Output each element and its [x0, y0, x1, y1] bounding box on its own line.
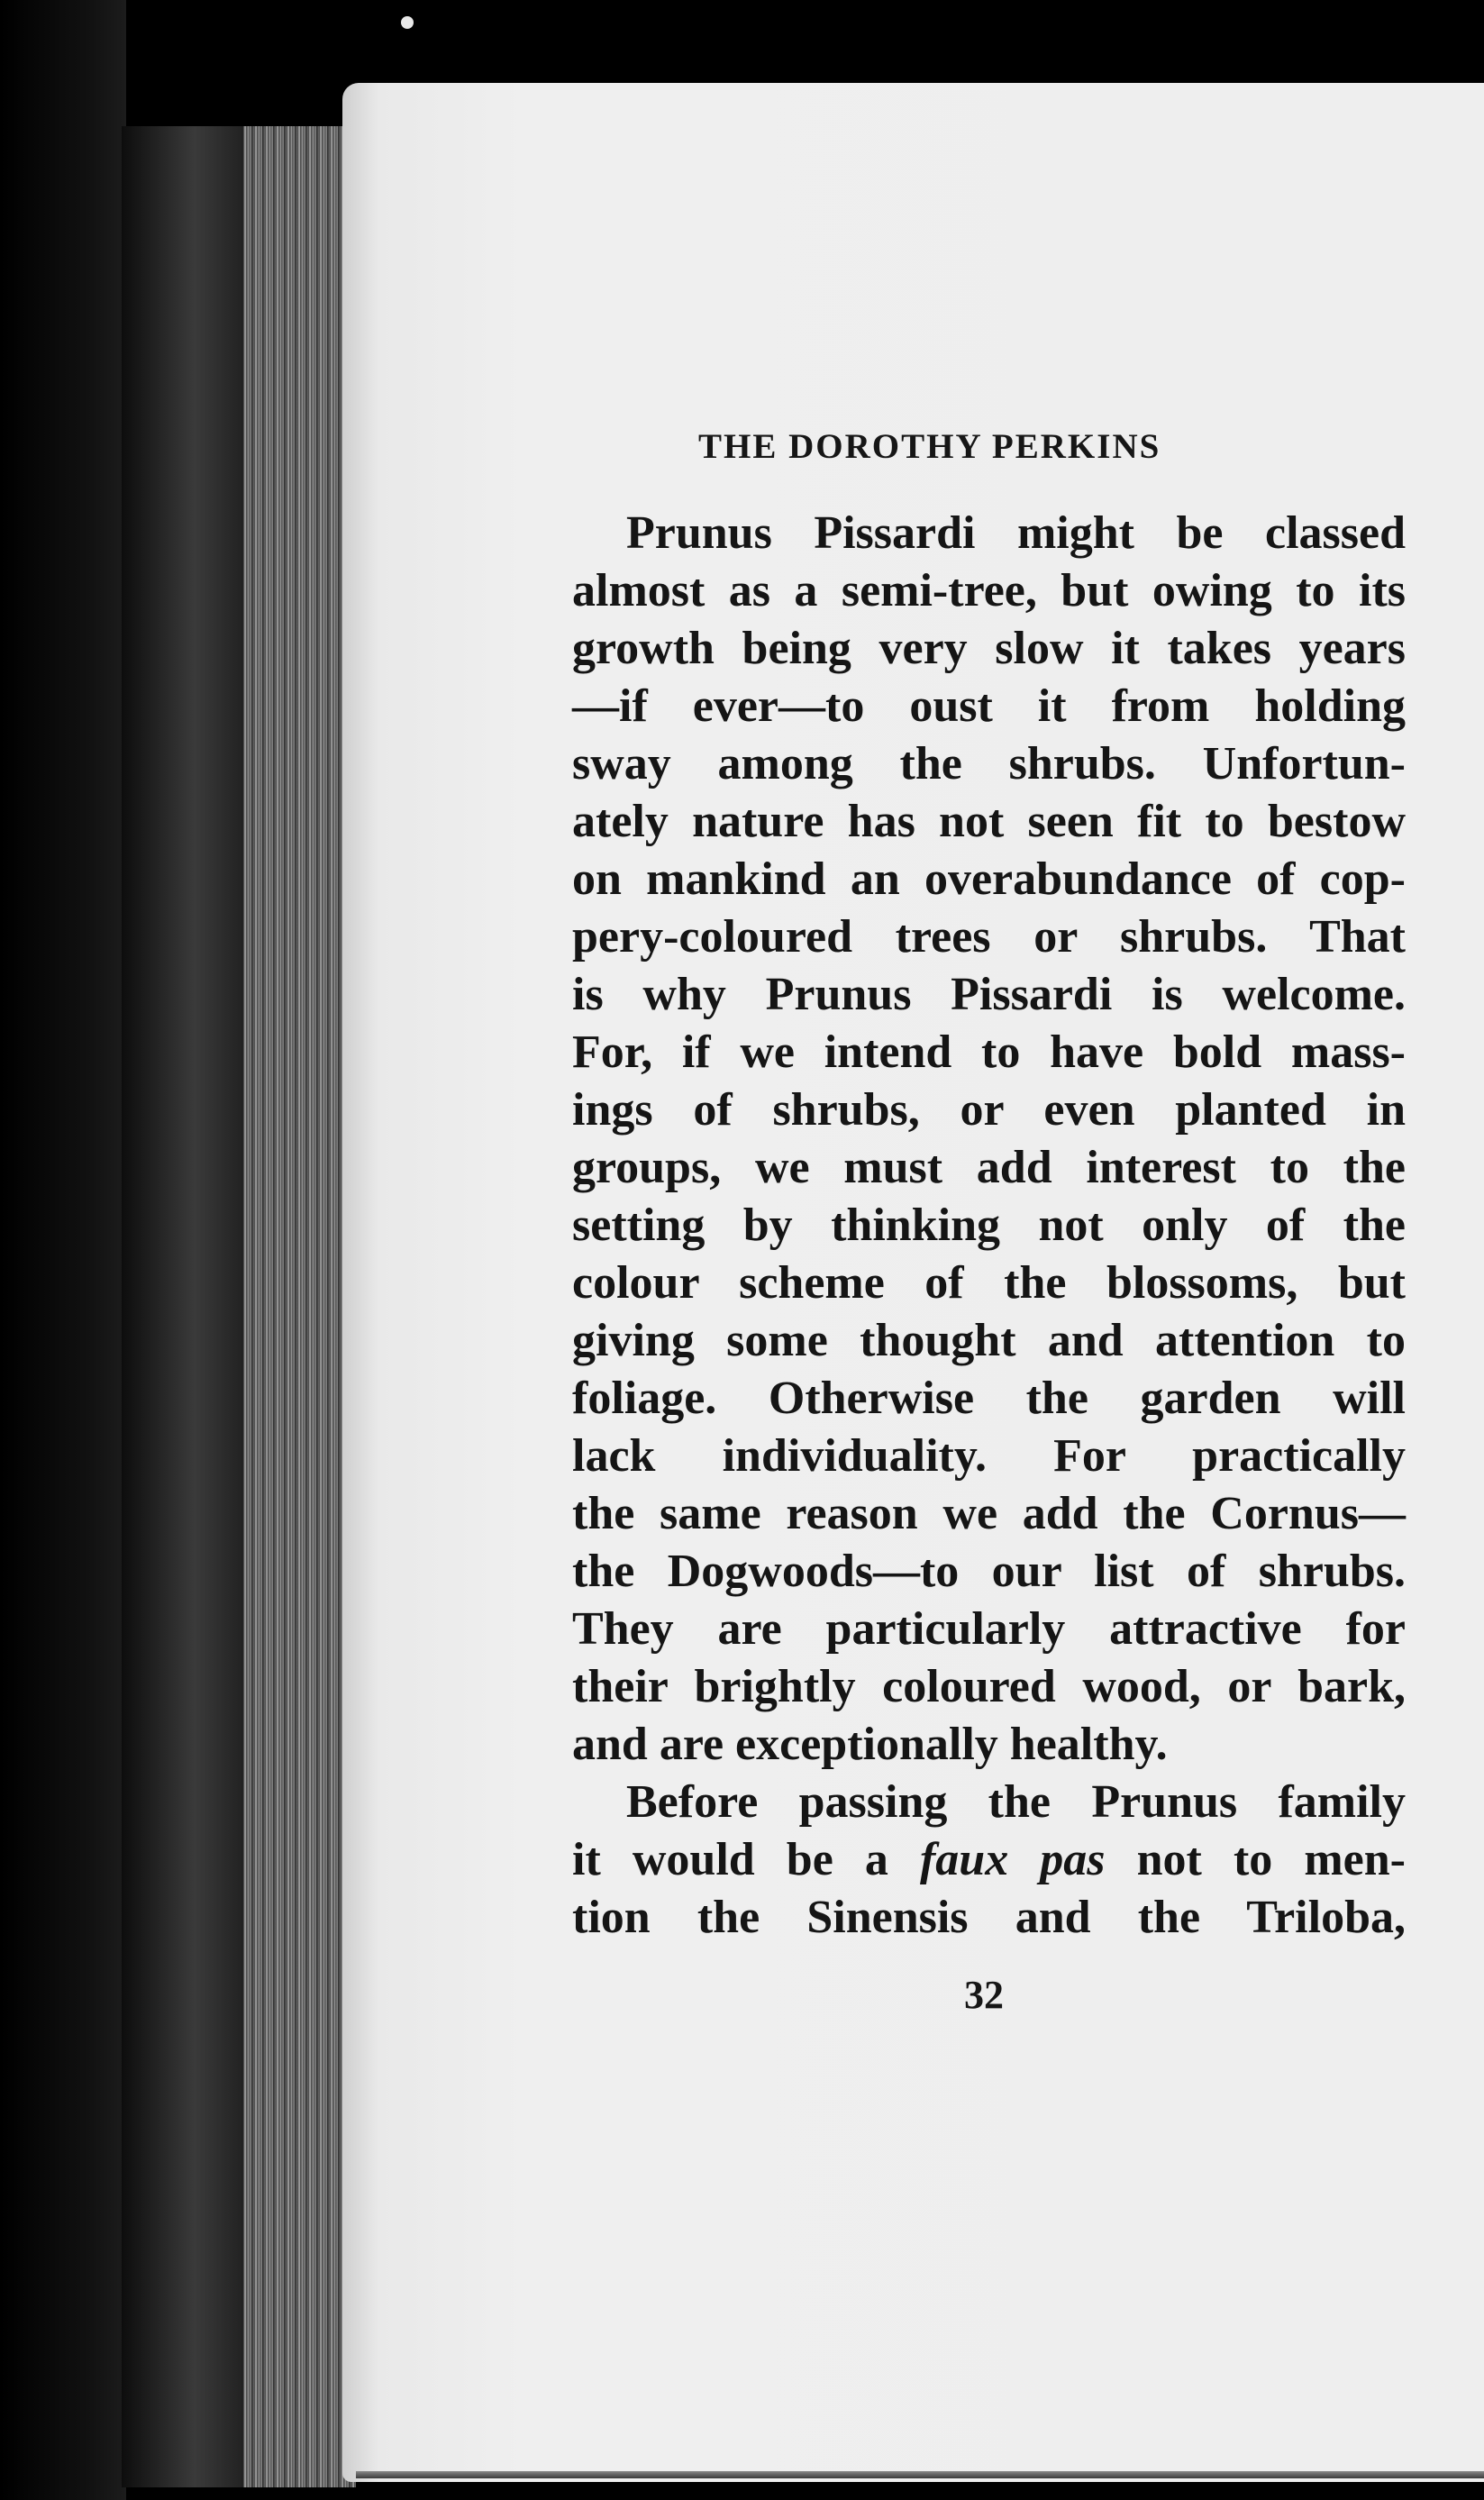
running-head: THE DOROTHY PERKINS	[698, 427, 1161, 466]
text-line: ately nature has not seen fit to bestow	[572, 796, 1406, 847]
scan-background-left	[0, 0, 126, 2500]
text-line-with-italic	[572, 1831, 1406, 1889]
book-bottom-edge	[356, 2471, 1484, 2478]
text-line: colour scheme of the blossoms, but	[572, 1257, 1406, 1309]
text-line: groups, we must add interest to the	[572, 1142, 1406, 1193]
text-fragment: it would be a	[572, 1834, 888, 1885]
text-line: giving some thought and attention to	[572, 1315, 1406, 1366]
text-line: almost as a semi-tree, but owing to its	[572, 565, 1406, 616]
text-line: is why Prunus Pissardi is welcome.	[572, 969, 1406, 1020]
text-line: the same reason we add the Cornus—	[572, 1488, 1406, 1539]
text-line: on mankind an overabundance of cop-	[572, 853, 1406, 905]
scan-dust-speck	[401, 16, 414, 29]
text-line: growth being very slow it takes years	[572, 623, 1406, 674]
book-page-edges	[122, 126, 356, 2487]
text-line: foliage. Otherwise the garden will	[572, 1373, 1406, 1424]
text-line: Prunus Pissardi might be classed	[626, 507, 1406, 559]
text-line: their brightly coloured wood, or bark,	[572, 1661, 1406, 1712]
text-line: the Dogwoods—to our list of shrubs.	[572, 1546, 1406, 1597]
text-line: Before passing the Prunus family	[626, 1776, 1406, 1828]
text-line: pery-coloured trees or shrubs. That	[572, 911, 1406, 963]
text-line: lack individuality. For practically	[572, 1430, 1406, 1482]
text-line: and are exceptionally healthy.	[572, 1719, 1168, 1770]
text-line: setting by thinking not only of the	[572, 1200, 1406, 1251]
italic-phrase: faux pas	[919, 1834, 1106, 1885]
text-line: They are particularly attractive for	[572, 1603, 1406, 1655]
body-text	[572, 505, 1406, 1947]
text-line: ings of shrubs, or even planted in	[572, 1084, 1406, 1136]
text-line: sway among the shrubs. Unfortun-	[572, 738, 1406, 789]
text-line: For, if we intend to have bold mass-	[572, 1026, 1406, 1078]
text-fragment: not to men-	[1136, 1834, 1406, 1885]
text-line: —if ever—to oust it from holding	[572, 680, 1406, 732]
text-line: tion the Sinensis and the Triloba,	[572, 1892, 1406, 1943]
page-number: 32	[964, 1973, 1004, 2017]
